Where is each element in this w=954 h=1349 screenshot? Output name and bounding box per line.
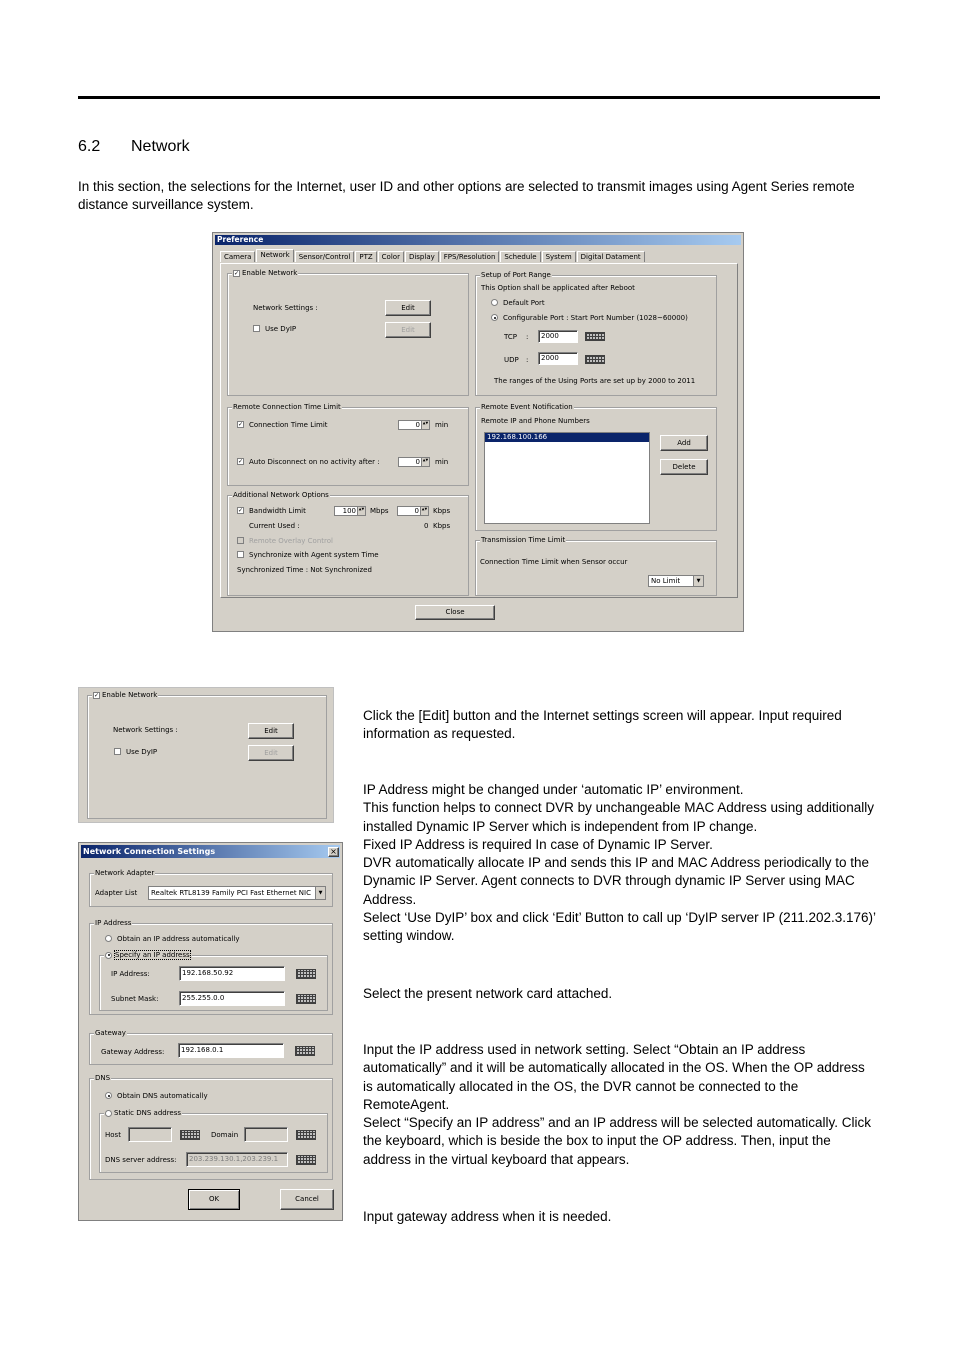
port-range-text: The ranges of the Using Ports are set up by 2000 to 2011	[494, 377, 696, 385]
specify-ip-label: Specify an IP address	[115, 951, 190, 959]
static-dns-subgroup	[99, 1109, 328, 1173]
current-used-label: Current Used :	[249, 522, 300, 530]
time-limit-legend: Remote Connection Time Limit	[233, 403, 341, 411]
connection-time-limit-checkbox[interactable]: ✓	[238, 421, 244, 428]
tab-schedule[interactable]: Schedule	[500, 251, 540, 262]
ok-button[interactable]: OK	[188, 1189, 240, 1210]
transmission-legend: Transmission Time Limit	[481, 536, 566, 544]
default-port-radio[interactable]	[491, 299, 498, 306]
tcp-colon: :	[526, 333, 529, 341]
dns-group	[89, 1074, 333, 1180]
mbps-spinner[interactable]: 100 ▲▼	[334, 506, 366, 516]
remote-overlay-label: Remote Overlay Control	[249, 537, 333, 545]
dns-server-label: DNS server address:	[105, 1156, 177, 1164]
current-used-value: 0	[424, 522, 429, 530]
synchronize-checkbox[interactable]	[237, 551, 244, 558]
synchronized-time-label: Synchronized Time : Not Synchronized	[237, 566, 372, 574]
obtain-ip-label: Obtain an IP address automatically	[117, 935, 240, 943]
dyip-description: IP Address might be changed under ‘automatic IP’ environment. This function helps to connect DVR by unchangeable MAC Address using additionally installed Dynamic IP Server which is independent from IP change. Fixed IP Address is required In case of Dynamic IP Server. DVR automatically allocate IP and sends this IP and MAC Address periodically to the Dynamic IP Server. Agent connects to DVR through dynamic IP Server using MAC Address. Select ‘Use DyIP’ box and click ‘Edit’ Button to call up ‘DyIP server IP (211.202.3.176)’ setting window.	[363, 782, 876, 944]
udp-colon: :	[526, 356, 529, 364]
enable-network-checkbox[interactable]: ✓	[234, 269, 240, 277]
section-number: 6.2	[78, 138, 101, 155]
subnet-mask-label: Subnet Mask:	[111, 995, 159, 1003]
current-used-unit: Kbps	[433, 522, 451, 530]
domain-keyboard-icon[interactable]	[296, 1130, 316, 1140]
gateway-description: Input gateway address when it is needed.	[363, 1209, 612, 1224]
gateway-legend: Gateway	[95, 1029, 126, 1037]
tab-fps-resolution[interactable]: FPS/Resolution	[440, 251, 500, 262]
crop-dyip-edit-button[interactable]: Edit	[248, 745, 294, 761]
connection-time-limit-label: Connection Time Limit	[249, 421, 328, 429]
port-range-group	[475, 271, 717, 396]
auto-disconnect-checkbox[interactable]: ✓	[238, 458, 244, 465]
event-list-label: Remote IP and Phone Numbers	[481, 417, 590, 425]
specify-ip-radio[interactable]	[105, 952, 112, 959]
mbps-unit: Mbps	[370, 507, 389, 515]
crop-network-settings-label: Network Settings :	[113, 726, 178, 734]
bandwidth-limit-label: Bandwidth Limit	[249, 507, 306, 515]
dyip-edit-button[interactable]: Edit	[385, 322, 431, 338]
ip-description: Input the IP address used in network setting. Select “Obtain an IP address automatically” and it will be automatically allocated in the OS. When the OP address is automatically allocated in the OS, the DVR cannot be connected to the RemoteAgent. Select “Specify an IP address” and an IP address will be selected automatically. Click the keyboard, which is beside the box to input the OP address. Then, input the address in the virtual keyboard that appears.	[363, 1042, 872, 1167]
tcp-keyboard-icon[interactable]	[585, 332, 605, 341]
ip-address-legend: IP Address	[95, 919, 132, 927]
transmission-select[interactable]: No Limit ▼	[648, 575, 704, 587]
ip-address-label: IP Address:	[111, 970, 150, 978]
close-button[interactable]: Close	[415, 605, 495, 620]
crop-enable-network-checkbox[interactable]: ✓	[94, 691, 100, 699]
transmission-group	[475, 536, 717, 596]
kbps-unit: Kbps	[433, 507, 451, 515]
section-title: Network	[131, 138, 190, 155]
event-list[interactable]	[484, 432, 650, 524]
auto-disconnect-spinner[interactable]: 0 ▲▼	[398, 457, 430, 467]
section-heading	[78, 138, 190, 156]
kbps-spinner[interactable]: 0 ▲▼	[397, 506, 429, 516]
network-connection-settings-dialog	[78, 842, 343, 1221]
host-keyboard-icon[interactable]	[180, 1130, 200, 1140]
add-button[interactable]: Add	[660, 435, 708, 451]
crop-use-dyip-label: Use DyIP	[126, 748, 158, 756]
intro-paragraph: In this section, the selections for the Internet, user ID and other options are selected to transmit images using Agent Series remote distance surveillance system.	[78, 179, 855, 212]
ip-address-group	[89, 919, 333, 1015]
use-dyip-checkbox[interactable]	[253, 325, 260, 332]
list-item[interactable]: 192.168.100.166	[485, 433, 649, 442]
network-adapter-group	[89, 869, 333, 907]
port-range-legend: Setup of Port Range	[481, 271, 551, 279]
preference-title: Preference	[215, 235, 741, 245]
enable-network-crop	[78, 687, 334, 823]
additional-options-group	[227, 491, 469, 596]
remote-overlay-checkbox[interactable]	[237, 537, 244, 544]
tab-sensor-control[interactable]: Sensor/Control	[295, 251, 355, 262]
additional-options-legend: Additional Network Options	[233, 491, 329, 499]
tcp-label: TCP	[504, 333, 517, 341]
obtain-dns-radio[interactable]	[105, 1092, 112, 1099]
ncs-close-icon[interactable]: ×	[328, 847, 339, 857]
specify-ip-subgroup	[99, 951, 328, 1011]
tab-camera[interactable]: Camera	[220, 251, 255, 262]
tab-display[interactable]: Display	[405, 251, 439, 262]
connection-time-unit: min	[435, 421, 449, 429]
header-rule	[78, 96, 880, 99]
ncs-title: Network Connection Settings	[81, 845, 340, 858]
edit-button[interactable]: Edit	[385, 300, 431, 316]
enable-network-label: Enable Network	[242, 269, 298, 277]
preference-dialog	[212, 232, 744, 632]
network-settings-label: Network Settings :	[253, 304, 318, 312]
network-adapter-legend: Network Adapter	[95, 869, 155, 877]
gateway-group	[89, 1029, 333, 1065]
tab-color[interactable]: Color	[378, 251, 404, 262]
cancel-button[interactable]: Cancel	[280, 1189, 334, 1210]
auto-disconnect-unit: min	[435, 458, 449, 466]
static-dns-label: Static DNS address	[114, 1109, 182, 1117]
ip-keyboard-icon[interactable]	[296, 969, 316, 979]
use-dyip-label: Use DyIP	[265, 325, 297, 333]
gateway-address-input[interactable]: 192.168.0.1	[178, 1043, 284, 1058]
adapter-description: Select the present network card attached.	[363, 986, 613, 1001]
crop-edit-button[interactable]: Edit	[248, 723, 294, 739]
tab-system[interactable]: System	[542, 251, 576, 262]
tab-ptz[interactable]: PTZ	[355, 251, 376, 262]
crop-enable-network-label: Enable Network	[102, 691, 158, 699]
bandwidth-limit-checkbox[interactable]: ✓	[238, 507, 244, 514]
subnet-keyboard-icon[interactable]	[296, 994, 316, 1004]
preference-tabs	[220, 251, 646, 262]
subnet-mask-input[interactable]: 255.255.0.0	[179, 991, 285, 1006]
connection-time-spinner[interactable]: 0 ▲▼	[398, 420, 430, 430]
transmission-label: Connection Time Limit when Sensor occur	[480, 558, 628, 566]
gateway-address-label: Gateway Address:	[101, 1048, 165, 1056]
host-input[interactable]	[128, 1127, 172, 1142]
udp-keyboard-icon[interactable]	[585, 355, 605, 364]
obtain-dns-label: Obtain DNS automatically	[117, 1092, 208, 1100]
crop-group	[87, 691, 327, 819]
time-limit-group	[227, 403, 469, 486]
static-dns-radio[interactable]	[105, 1110, 112, 1117]
auto-disconnect-label: Auto Disconnect on no activity after :	[249, 458, 380, 466]
adapter-list-label: Adapter List	[95, 889, 138, 897]
port-range-note: This Option shall be applicated after Reboot	[481, 284, 635, 292]
enable-network-group	[227, 269, 469, 396]
dns-server-keyboard-icon[interactable]	[296, 1155, 316, 1165]
tab-digital-datament[interactable]: Digital Datament	[577, 251, 645, 262]
domain-input[interactable]	[244, 1127, 288, 1142]
tcp-port-input[interactable]: 2000	[538, 330, 578, 343]
tab-network[interactable]: Network	[256, 249, 293, 262]
host-label: Host	[105, 1131, 121, 1139]
adapter-list-select[interactable]: Realtek RTL8139 Family PCI Fast Ethernet NIC ▼	[148, 886, 326, 900]
obtain-ip-radio[interactable]	[105, 935, 112, 942]
default-port-label: Default Port	[503, 299, 545, 307]
dns-server-input[interactable]: 203.239.130.1,203.239.1	[186, 1152, 288, 1167]
configurable-port-radio[interactable]	[491, 314, 498, 321]
event-notification-legend: Remote Event Notification	[481, 403, 573, 411]
ip-address-input[interactable]: 192.168.50.92	[179, 966, 285, 981]
edit-description: Click the [Edit] button and the Internet settings screen will appear. Input required information as requested.	[363, 708, 842, 742]
synchronize-label: Synchronize with Agent system Time	[249, 551, 379, 559]
event-notification-group	[475, 403, 717, 531]
gateway-keyboard-icon[interactable]	[295, 1046, 315, 1056]
domain-label: Domain	[211, 1131, 239, 1139]
dns-legend: DNS	[95, 1074, 111, 1082]
udp-label: UDP	[504, 356, 519, 364]
crop-use-dyip-checkbox[interactable]	[114, 748, 121, 755]
udp-port-input[interactable]: 2000	[538, 352, 578, 365]
delete-button[interactable]: Delete	[660, 459, 708, 475]
configurable-port-label: Configurable Port : Start Port Number (1028~60000)	[503, 314, 688, 322]
